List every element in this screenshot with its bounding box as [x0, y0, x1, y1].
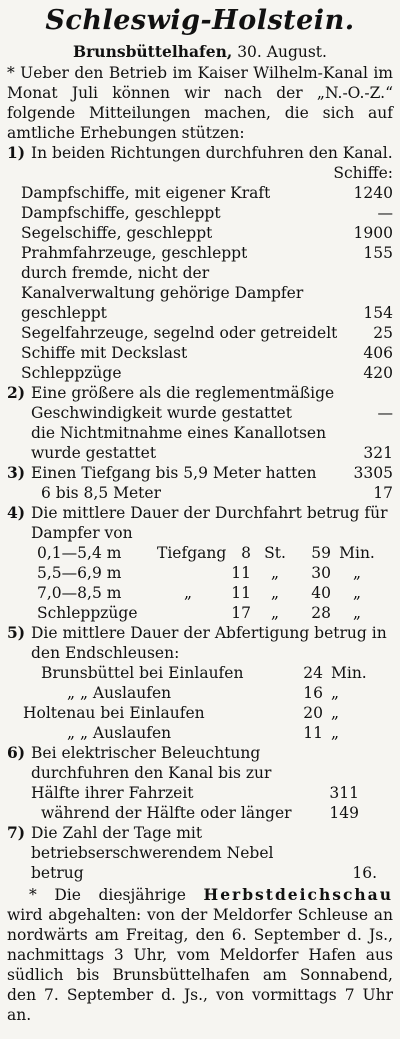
section-2	[7, 383, 393, 423]
section-7-number: 7)	[7, 823, 26, 842]
section-5-table	[7, 663, 393, 743]
section-2-number: 2)	[7, 383, 26, 402]
section-5-number: 5)	[7, 623, 26, 642]
section-6-sub-value: 149	[329, 804, 359, 822]
section-2-text: Eine größere als die reglementmäßige Geschwindigkeit wurde gestattet	[31, 384, 335, 422]
section-5	[7, 623, 393, 663]
notice-keyword: Herbstdeichschau	[203, 885, 393, 904]
section-6-sub: während der Hälfte oder länger	[41, 804, 292, 822]
section-6-text: Bei elektrischer Beleuchtung durchfuhren den Kanal bis zur Hälfte ihrer Fahrzeit	[31, 744, 272, 802]
section-6-value: 311	[329, 784, 359, 802]
section-2-sub: die Nichtmitnahme eines Kanallotsen wurde gestattet	[31, 424, 327, 462]
section-7-value: 16.	[352, 864, 377, 882]
table-row: Prahmfahrzeuge, geschleppt 155	[21, 244, 393, 262]
table-row: 0,1—5,4 m Tiefgang 8 St. 59 Min.	[37, 544, 375, 562]
table-row	[7, 483, 393, 503]
section-3-text: Einen Tiefgang bis 5,9 Meter hatten	[31, 464, 317, 482]
table-row: 5,5—6,9 m 11 „ 30 „	[37, 564, 362, 582]
table-row: Dampfschiffe, geschleppt —	[21, 204, 393, 222]
table-row: Schleppzüge 420	[21, 364, 393, 382]
section-7-text: Die Zahl der Tage mit betriebserschwerendem Nebel betrug	[31, 824, 274, 882]
section-6	[7, 743, 393, 803]
section-1-text: In beiden Richtungen durchfuhren den Kanal.	[31, 144, 393, 162]
notice-paragraph	[7, 885, 393, 1025]
intro-paragraph: * Ueber den Betrieb im Kaiser Wilhelm-Kanal im Monat Juli können wir nach der „N.-O.-Z.“ folgende Mitteilungen machen, die sich auf amtliche Erhebungen stützen:	[7, 64, 393, 142]
table-row: Holtenau bei Einlaufen 20 „	[23, 704, 340, 722]
table-row: 7,0—8,5 m „ 11 „ 40 „	[37, 584, 362, 602]
section-7	[7, 823, 393, 883]
section-3-sub: 6 bis 8,5 Meter	[41, 484, 161, 502]
section-4-text: Die mittlere Dauer der Durchfahrt betrug für Dampfer von	[31, 504, 388, 542]
section-4-number: 4)	[7, 503, 26, 522]
section-4-table	[7, 543, 393, 623]
table-row: „ „ Auslaufen 11 „	[67, 724, 340, 742]
section-1-table	[7, 183, 393, 383]
table-row	[7, 423, 393, 463]
table-row: Brunsbüttel bei Einlaufen 24 Min.	[41, 664, 367, 682]
table-row: Schleppzüge 17 „ 28 „	[37, 604, 362, 622]
page-title: Schleswig-Holstein.	[45, 5, 355, 36]
notice-text: wird abgehalten: von der Meldorfer Schleuse an nordwärts am Freitag, den 6. September d. Js., nachmittags 3 Uhr, vom Meldorfer Hafen aus südlich bis Brunsbüttelhafen am Sonnabend, den 7. September d. Js., von vormittags 7 Uhr an.	[7, 906, 393, 1024]
section-1-unit: Schiffe:	[333, 164, 393, 182]
section-3-sub-value: 17	[373, 484, 393, 502]
dateline-place: Brunsbüttelhafen,	[73, 42, 233, 61]
section-5-text: Die mittlere Dauer der Abfertigung betrug in den Endschleusen:	[31, 624, 387, 662]
section-6-number: 6)	[7, 743, 26, 762]
dateline-date: 30. August.	[237, 43, 327, 61]
section-3-number: 3)	[7, 463, 26, 482]
section-4	[7, 503, 393, 543]
section-1	[7, 143, 393, 163]
table-row: Schiffe mit Deckslast 406	[21, 344, 393, 362]
section-2-value: —	[377, 404, 393, 422]
table-row: „ „ Auslaufen 16 „	[67, 684, 340, 702]
table-row: durch fremde, nicht der Kanalverwaltung gehörige Dampfer geschleppt 154	[21, 264, 393, 322]
table-row: Dampfschiffe, mit eigener Kraft 1240	[21, 184, 393, 202]
notice-lead: * Die diesjährige	[29, 886, 186, 904]
section-3	[7, 463, 393, 483]
section-2-sub-value: 321	[363, 444, 393, 462]
section-3-value: 3305	[353, 464, 393, 482]
table-row: Segelschiffe, geschleppt 1900	[21, 224, 393, 242]
dateline	[7, 42, 393, 62]
section-1-number: 1)	[7, 143, 26, 162]
table-row: Segelfahrzeuge, segelnd oder getreidelt 25	[21, 324, 393, 342]
table-row	[7, 803, 393, 823]
